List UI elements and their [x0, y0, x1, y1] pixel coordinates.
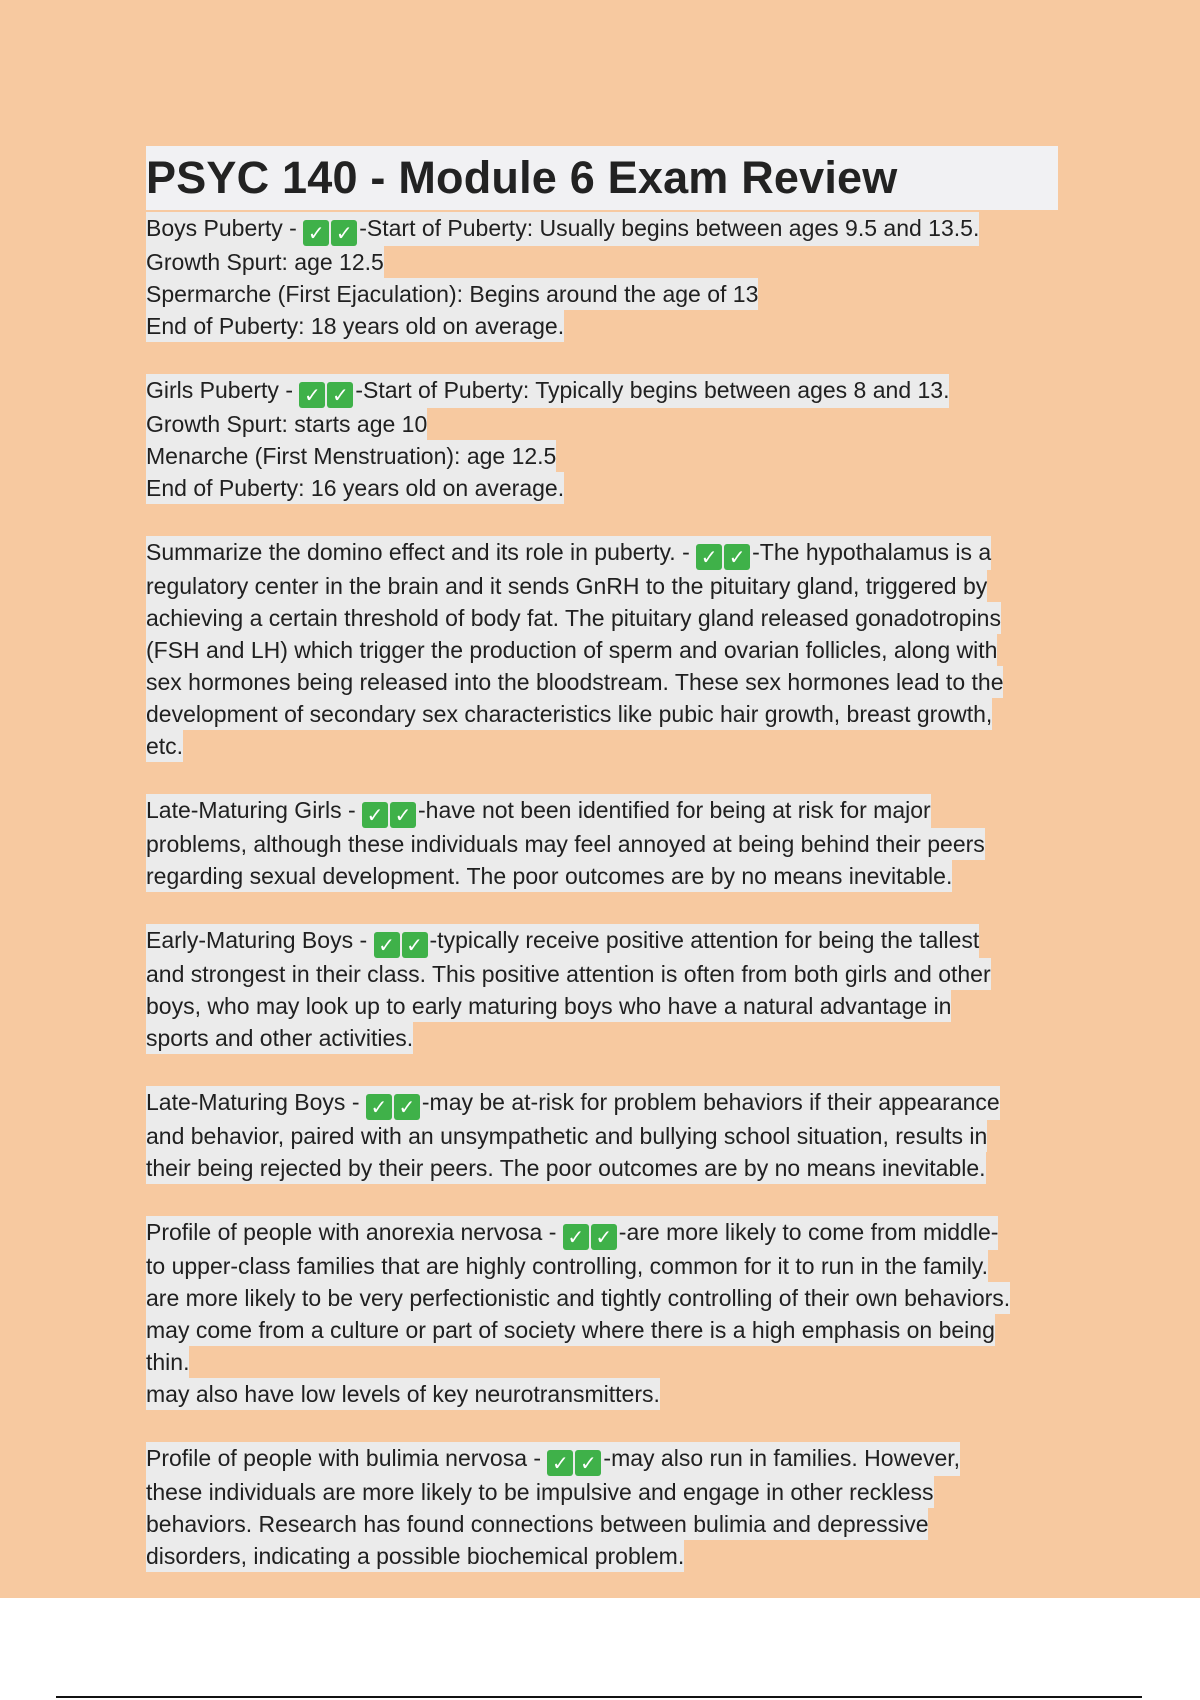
check-mark-icon: ✓	[366, 1094, 392, 1120]
entry-answer-text: -typically receive positive attention for being the tallest	[429, 927, 980, 953]
entry-line: development of secondary sex characteristics like pubic hair growth, breast growth,	[146, 698, 992, 730]
entry-line: these individuals are more likely to be impulsive and engage in other reckless	[146, 1476, 934, 1508]
answer-checkmarks	[563, 1216, 619, 1250]
flashcard-entry	[146, 536, 1061, 762]
check-mark-icon: ✓	[390, 802, 416, 828]
entry-line: behaviors. Research has found connections between bulimia and depressive	[146, 1508, 928, 1540]
page-title: PSYC 140 - Module 6 Exam Review	[146, 146, 1058, 210]
flashcard-entry	[146, 212, 1061, 342]
entry-first-line	[146, 794, 931, 828]
entry-line: boys, who may look up to early maturing boys who have a natural advantage in	[146, 990, 951, 1022]
entry-line: sports and other activities.	[146, 1022, 413, 1054]
check-mark-icon: ✓	[374, 932, 400, 958]
flashcard-entry	[146, 1086, 1061, 1184]
check-mark-icon: ✓	[299, 382, 325, 408]
check-mark-icon: ✓	[402, 932, 428, 958]
entry-term: Girls Puberty -	[146, 377, 300, 403]
entry-line: and strongest in their class. This positive attention is often from both girls and other	[146, 958, 991, 990]
entry-line: etc.	[146, 730, 183, 762]
entry-term: Boys Puberty -	[146, 215, 304, 241]
answer-checkmarks	[696, 536, 752, 570]
entry-line: problems, although these individuals may feel annoyed at being behind their peers	[146, 828, 985, 860]
entry-first-line	[146, 212, 979, 246]
entries-list	[146, 212, 1061, 1572]
entry-answer-text: -Start of Puberty: Usually begins between ages 9.5 and 13.5.	[359, 215, 980, 241]
check-mark-icon: ✓	[563, 1224, 589, 1250]
entry-term: Late-Maturing Girls -	[146, 797, 363, 823]
answer-checkmarks	[299, 374, 355, 408]
entry-line: achieving a certain threshold of body fat. The pituitary gland released gonadotropins	[146, 602, 1001, 634]
entry-first-line	[146, 536, 991, 570]
entry-line: regulatory center in the brain and it sends GnRH to the pituitary gland, triggered by	[146, 570, 987, 602]
flashcard-entry	[146, 794, 1061, 892]
entry-line: regarding sexual development. The poor outcomes are by no means inevitable.	[146, 860, 952, 892]
entry-term: Profile of people with anorexia nervosa -	[146, 1219, 563, 1245]
entry-first-line	[146, 1442, 960, 1476]
answer-checkmarks	[374, 924, 430, 958]
flashcard-entry	[146, 924, 1061, 1054]
entry-line: thin.	[146, 1346, 189, 1378]
entry-answer-text: -Start of Puberty: Typically begins between ages 8 and 13.	[355, 377, 950, 403]
flashcard-entry	[146, 374, 1061, 504]
check-mark-icon: ✓	[303, 220, 329, 246]
entry-answer-text: -are more likely to come from middle-	[618, 1219, 999, 1245]
entry-line: their being rejected by their peers. The poor outcomes are by no means inevitable.	[146, 1152, 986, 1184]
entry-line: may also have low levels of key neurotransmitters.	[146, 1378, 660, 1410]
entry-answer-text: -may be at-risk for problem behaviors if their appearance	[421, 1089, 1000, 1115]
entry-line: sex hormones being released into the bloodstream. These sex hormones lead to the	[146, 666, 1003, 698]
check-mark-icon: ✓	[575, 1450, 601, 1476]
entry-line: (FSH and LH) which trigger the production of sperm and ovarian follicles, along with	[146, 634, 997, 666]
entry-line: End of Puberty: 16 years old on average.	[146, 472, 564, 504]
flashcard-entry	[146, 1216, 1061, 1410]
entry-line: are more likely to be very perfectionistic and tightly controlling of their own behaviors.	[146, 1282, 1010, 1314]
flashcard-entry	[146, 1442, 1061, 1572]
entry-line: may come from a culture or part of society where there is a high emphasis on being	[146, 1314, 995, 1346]
check-mark-icon: ✓	[547, 1450, 573, 1476]
check-mark-icon: ✓	[362, 802, 388, 828]
entry-line: to upper-class families that are highly controlling, common for it to run in the family.	[146, 1250, 988, 1282]
answer-checkmarks	[366, 1086, 422, 1120]
document-content	[146, 146, 1061, 1604]
answer-checkmarks	[362, 794, 418, 828]
check-mark-icon: ✓	[591, 1224, 617, 1250]
entry-line: Menarche (First Menstruation): age 12.5	[146, 440, 556, 472]
entry-first-line	[146, 924, 979, 958]
entry-first-line	[146, 374, 949, 408]
answer-checkmarks	[303, 212, 359, 246]
entry-line: disorders, indicating a possible biochemical problem.	[146, 1540, 684, 1572]
answer-checkmarks	[547, 1442, 603, 1476]
check-mark-icon: ✓	[696, 544, 722, 570]
entry-first-line	[146, 1216, 998, 1250]
entry-term: Summarize the domino effect and its role in puberty. -	[146, 539, 697, 565]
entry-line: and behavior, paired with an unsympathetic and bullying school situation, results in	[146, 1120, 987, 1152]
entry-answer-text: -have not been identified for being at risk for major	[418, 797, 931, 823]
entry-term: Early-Maturing Boys -	[146, 927, 374, 953]
entry-line: End of Puberty: 18 years old on average.	[146, 310, 564, 342]
bottom-divider	[56, 1696, 1142, 1698]
entry-term: Profile of people with bulimia nervosa -	[146, 1445, 548, 1471]
entry-answer-text: -The hypothalamus is a	[752, 539, 992, 565]
check-mark-icon: ✓	[394, 1094, 420, 1120]
check-mark-icon: ✓	[327, 382, 353, 408]
entry-answer-text: -may also run in families. However,	[603, 1445, 961, 1471]
check-mark-icon: ✓	[331, 220, 357, 246]
entry-first-line	[146, 1086, 1000, 1120]
entry-term: Late-Maturing Boys -	[146, 1089, 366, 1115]
entry-line: Spermarche (First Ejaculation): Begins around the age of 13	[146, 278, 758, 310]
check-mark-icon: ✓	[724, 544, 750, 570]
entry-line: Growth Spurt: age 12.5	[146, 246, 384, 278]
entry-line: Growth Spurt: starts age 10	[146, 408, 427, 440]
